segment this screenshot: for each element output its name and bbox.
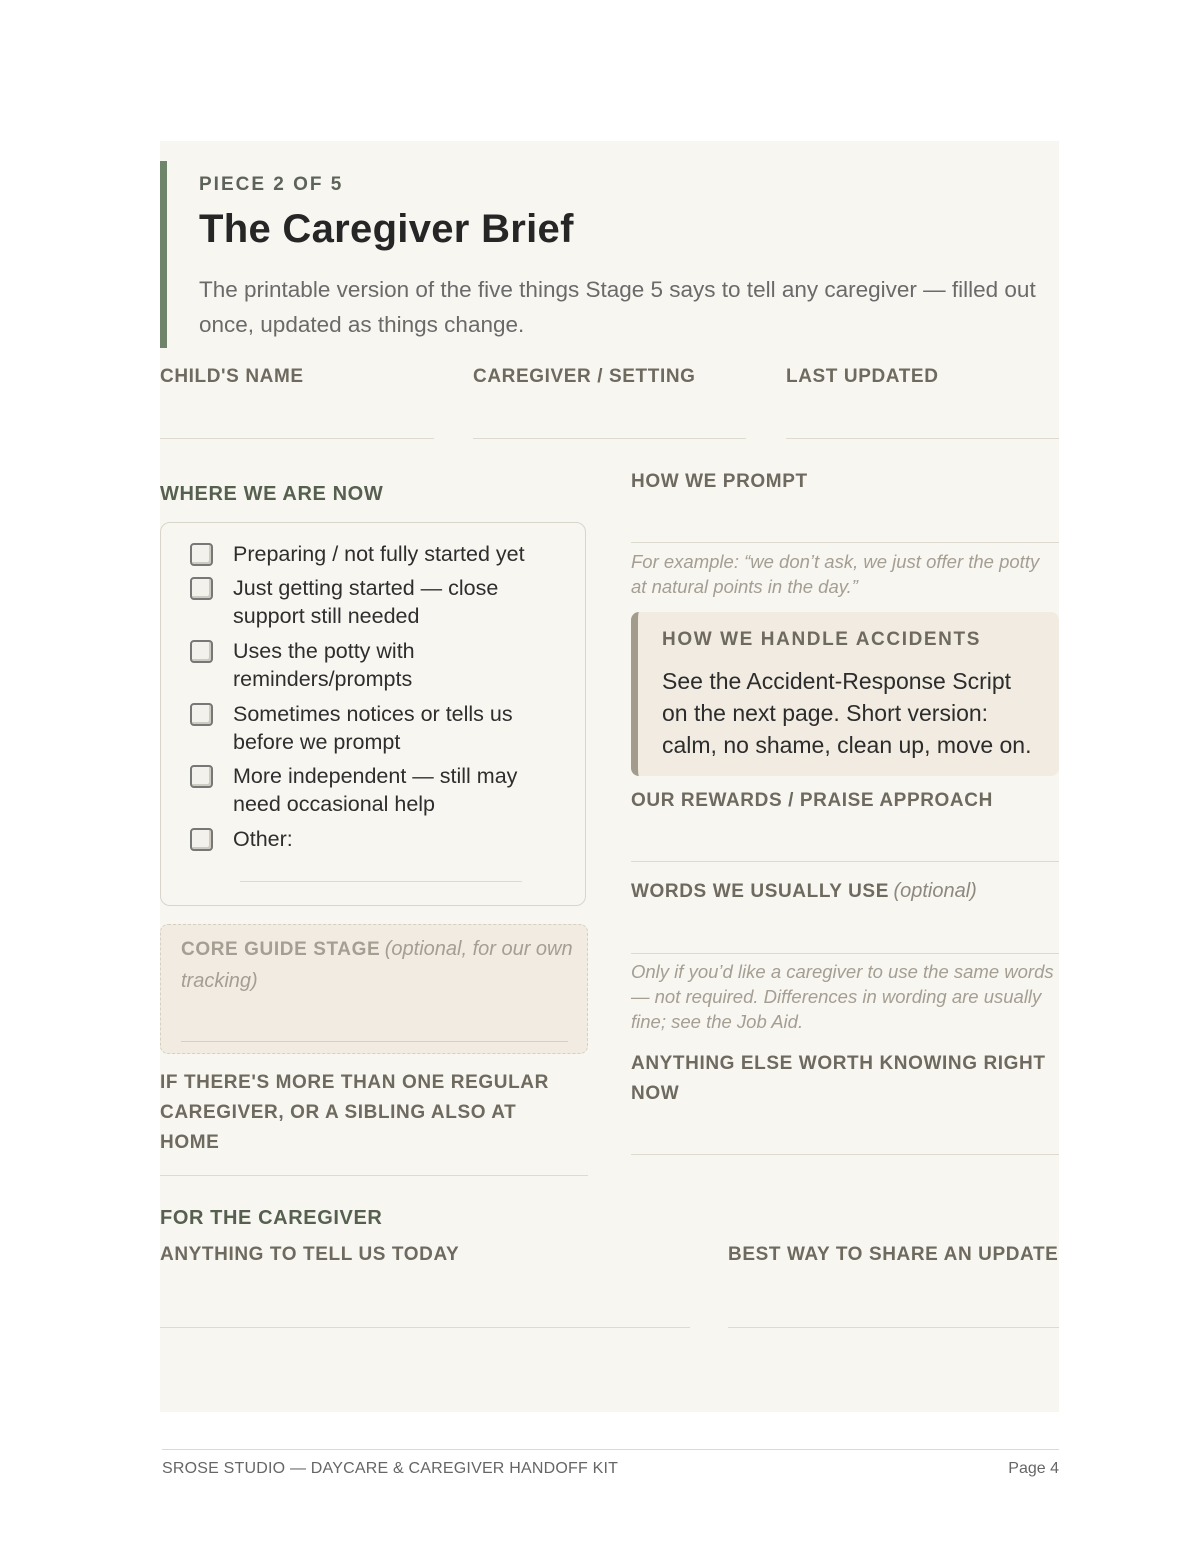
- caregiver-setting-field[interactable]: [473, 438, 746, 439]
- page-number: Page 4: [1008, 1460, 1059, 1477]
- last-updated-label: LAST UPDATED: [786, 366, 939, 387]
- childs-name-label: CHILD'S NAME: [160, 366, 304, 387]
- last-updated-field[interactable]: [786, 438, 1059, 439]
- status-option[interactable]: [190, 575, 553, 630]
- status-option[interactable]: [190, 638, 473, 693]
- footer-brand: SROSE STUDIO — DAYCARE & CAREGIVER HANDOFF KIT: [162, 1460, 619, 1477]
- status-option-label: More independent — still may need occasional help: [233, 764, 518, 816]
- multiple-caregivers-label: IF THERE'S MORE THAN ONE REGULAR CAREGIVER, OR A SIBLING ALSO AT HOME: [160, 1072, 549, 1153]
- page-title: The Caregiver Brief: [199, 207, 574, 251]
- share-update-label: BEST WAY TO SHARE AN UPDATE: [728, 1244, 1059, 1265]
- checkbox[interactable]: [190, 765, 213, 788]
- checkbox[interactable]: [190, 640, 213, 663]
- status-option-label: Just getting started — close support still needed: [233, 576, 499, 628]
- status-option-label: Other:: [233, 827, 293, 851]
- childs-name-field[interactable]: [160, 438, 434, 439]
- status-option-label: Preparing / not fully started yet: [233, 542, 525, 566]
- header-accent-bar: [160, 161, 167, 348]
- accidents-callout: [631, 612, 1059, 776]
- anything-else-label: ANYTHING ELSE WORTH KNOWING RIGHT NOW: [631, 1053, 1046, 1104]
- checkbox[interactable]: [190, 828, 213, 851]
- how-we-prompt-label: HOW WE PROMPT: [631, 471, 808, 492]
- checkbox[interactable]: [190, 577, 213, 600]
- status-option-other[interactable]: [190, 826, 553, 854]
- rewards-field[interactable]: [631, 861, 1059, 862]
- caregiver-brief-sheet: [160, 141, 1059, 1412]
- accidents-title: HOW WE HANDLE ACCIDENTS: [662, 629, 981, 650]
- anything-else-field[interactable]: [631, 1154, 1059, 1155]
- accidents-body: See the Accident-Response Script on the next page. Short version: calm, no shame, clean up, move on.: [662, 668, 1032, 758]
- status-option[interactable]: [190, 701, 533, 756]
- core-stage-field[interactable]: [181, 1041, 568, 1042]
- core-stage-label: CORE GUIDE STAGE: [181, 939, 381, 960]
- how-we-prompt-example: For example: “we don’t ask, we just offer the potty at natural points in the day.”: [631, 551, 1040, 597]
- section-eyebrow: PIECE 2 OF 5: [199, 174, 344, 195]
- rewards-label: OUR REWARDS / PRAISE APPROACH: [631, 790, 993, 811]
- how-we-prompt-field[interactable]: [631, 542, 1059, 543]
- checkbox[interactable]: [190, 543, 213, 566]
- status-option-label: Uses the potty with reminders/prompts: [233, 639, 415, 691]
- words-field[interactable]: [631, 953, 1059, 954]
- words-optional-tag: (optional): [893, 880, 977, 902]
- words-label: WORDS WE USUALLY USE: [631, 881, 889, 902]
- checkbox[interactable]: [190, 703, 213, 726]
- core-guide-stage-box: [160, 924, 588, 1054]
- where-we-are-heading: WHERE WE ARE NOW: [160, 483, 384, 505]
- core-stage-note: (optional, for our own tracking): [181, 938, 573, 992]
- other-write-in-field[interactable]: [240, 881, 522, 882]
- share-update-field[interactable]: [728, 1327, 1059, 1328]
- status-option[interactable]: [190, 763, 533, 818]
- tell-us-today-field[interactable]: [160, 1327, 690, 1328]
- status-option-label: Sometimes notices or tells us before we prompt: [233, 702, 513, 754]
- for-caregiver-heading: FOR THE CAREGIVER: [160, 1207, 383, 1229]
- status-option[interactable]: [190, 541, 553, 569]
- tell-us-today-label: ANYTHING TO TELL US TODAY: [160, 1244, 460, 1265]
- multiple-caregivers-field[interactable]: [160, 1175, 588, 1176]
- status-checklist: [160, 522, 586, 906]
- caregiver-setting-label: CAREGIVER / SETTING: [473, 366, 696, 387]
- words-note: Only if you’d like a caregiver to use the same words — not required. Differences in wording are usually fine; see the Job Aid.: [631, 961, 1054, 1032]
- intro-text: The printable version of the five things Stage 5 says to tell any caregiver — filled out once, updated as things change.: [199, 277, 1036, 337]
- footer-divider: [162, 1449, 1059, 1450]
